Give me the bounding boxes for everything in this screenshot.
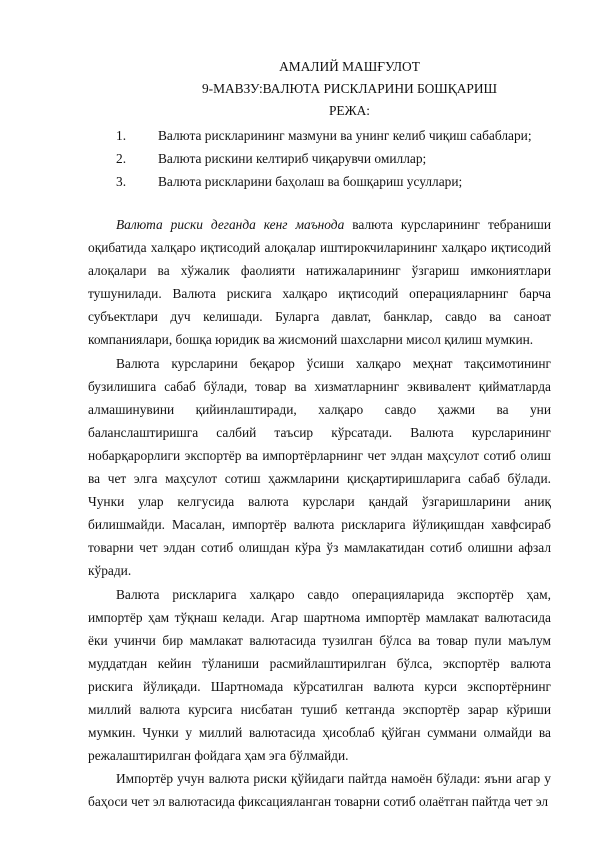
plan-item	[88, 147, 551, 170]
heading-topic: 9-МАВЗУ:ВАЛЮТА РИСКЛАРИНИ БОШҚАРИШ	[201, 81, 498, 96]
plan-item	[88, 124, 551, 147]
plan-item-number: 2.	[116, 151, 127, 166]
document-body	[88, 213, 551, 813]
paragraph-3: Валюта рискларига халқаро савдо операцияларида экспортёр ҳам, импортёр ҳам тўқнаш келади. Агар шартнома импортёр мамлакат валютасида ёки учинчи бир мамлакат валютасида тузилган бўлса ва товар пули маълум муддатдан кейин тўланиши расмийлаштирилган бўлса, экспортёр валюта рискига йўлиқади. Шартномада кўрсатилган валюта курси экспортёрнинг миллий валюта курсига нисбатан тушиб кетганда экспортёр зарар кўриши мумкин. Чунки у миллий валютасида ҳисоблаб қўйган суммани олмайди ва режалаштирилган фойдага ҳам эга бўлмайди.	[88, 586, 551, 764]
plan-item-text: Валюта рискларининг мазмуни ва унинг келиб чиқиш сабаблари;	[158, 128, 532, 143]
plan-item-text: Валюта рискини келтириб чиқарувчи омиллар;	[158, 151, 427, 166]
plan-item	[88, 170, 551, 193]
heading-title: АМАЛИЙ МАШҒУЛОТ	[279, 59, 420, 74]
plan-item-number: 3.	[116, 174, 127, 189]
paragraph-1-lead: Валюта риски деганда кенг маънода	[116, 217, 345, 232]
plan-list	[88, 124, 551, 193]
heading-plan-label: РЕЖА:	[328, 103, 370, 118]
paragraph-2: Валюта курсларини беқарор ўсиши халқаро меҳнат тақсимотининг бузилишига сабаб бўлади, товар ва хизматларнинг эквивалент қийматларда алмашинувини қийинлаштиради, халқаро савдо ҳажми ва уни баланслаштиришга салбий таъсир кўрсатади. Валюта курсларининг нобарқарорлиги экспортёр ва импортёрларнинг чет элдан маҳсулот сотиб олиш ва чет элга маҳсулот сотиш ҳажмларини қисқартиришларига сабаб бўлади. Чунки улар келгусида валюта курслари қандай ўзгаришларини аниқ билишмайди. Масалан, импортёр валюта рискларига йўлиқишдан хавфсираб товарни чет элдан сотиб олишдан кўра ўз мамлакатидан сотиб олишни афзал кўради.	[88, 355, 551, 579]
plan-item-text: Валюта рискларини баҳолаш ва бошқариш усуллари;	[158, 174, 463, 189]
paragraph-1-text: валюта курсларининг тебраниши оқибатида халқаро иқтисодий алоқалар иштирокчиларининг халқаро иқтисодий алоқалари ва хўжалик фаолияти натижаларининг ўзгариш имкониятлари тушунилади. Валюта рискига халқаро иқтисодий операцияларнинг барча субъектлари дуч келишади. Буларга давлат, банклар, савдо ва саноат компаниялари, бошқа юридик ва жисмоний шахсларни мисол қилиш мумкин.	[88, 217, 552, 348]
paragraph-1	[88, 213, 551, 352]
paragraph-4: Импортёр учун валюта риски қўйидаги пайтда намоён бўлади: яъни агар у баҳоси чет эл валютасида фиксацияланган товарни сотиб олаётган пайтда чет эл	[88, 771, 551, 810]
plan-item-number: 1.	[116, 128, 127, 143]
document-heading	[88, 56, 551, 122]
